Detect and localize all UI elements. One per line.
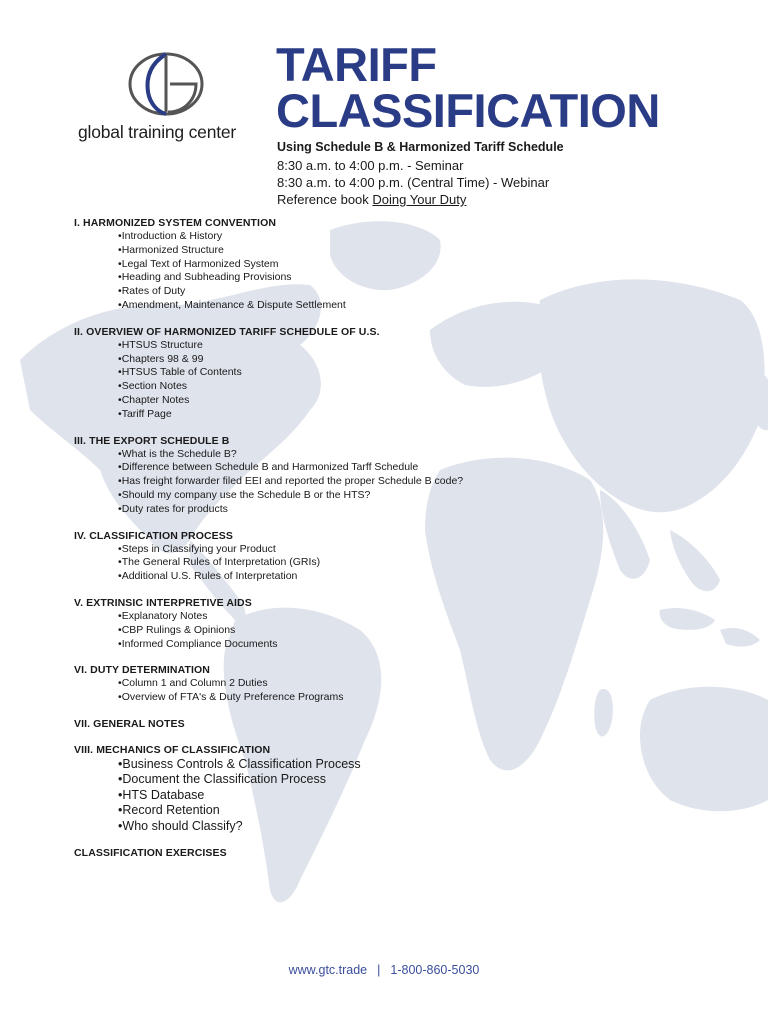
list-item: • Introduction & History: [74, 230, 714, 244]
globe-logo-icon: [126, 50, 206, 118]
list-item: • Chapter Notes: [74, 394, 714, 408]
list-item: • Record Retention: [74, 803, 714, 819]
list-item: • Has freight forwarder filed EEI and reported the proper Schedule B code?: [74, 475, 714, 489]
footer-contact: [0, 963, 768, 977]
course-outline: [74, 216, 714, 872]
list-item: • The General Rules of Interpretation (GRIs): [74, 556, 714, 570]
list-item: • Steps in Classifying your Product: [74, 543, 714, 557]
outline-section: [74, 717, 714, 731]
section-items: [74, 677, 714, 705]
footer-separator: |: [377, 963, 381, 977]
outline-section: [74, 846, 714, 860]
outline-section: [74, 743, 714, 835]
section-title: CLASSIFICATION EXERCISES: [74, 847, 227, 860]
list-item: • What is the Schedule B?: [74, 448, 714, 462]
reference-book-line: [277, 191, 564, 208]
list-item: • Amendment, Maintenance & Dispute Settlement: [74, 299, 714, 313]
logo-wordmark: global training center: [78, 122, 237, 142]
list-item: • Informed Compliance Documents: [74, 638, 714, 652]
section-title: III. THE EXPORT SCHEDULE B: [74, 434, 230, 447]
outline-section: [74, 216, 714, 313]
outline-section: [74, 434, 714, 517]
page-title: [276, 38, 660, 137]
section-items: [74, 757, 714, 835]
title-line-1: TARIFF: [276, 38, 437, 91]
section-items: [74, 230, 714, 313]
section-items: [74, 448, 714, 517]
course-subtitle: Using Schedule B & Harmonized Tariff Schedule: [277, 140, 564, 154]
list-item: • Duty rates for products: [74, 503, 714, 517]
list-item: • Harmonized Structure: [74, 244, 714, 258]
list-item: • Explanatory Notes: [74, 610, 714, 624]
list-item: • Who should Classify?: [74, 819, 714, 835]
reference-book-title: Doing Your Duty: [372, 192, 467, 207]
list-item: • Rates of Duty: [74, 285, 714, 299]
section-title: VI. DUTY DETERMINATION: [74, 664, 210, 677]
phone-number: 1-800-860-5030: [390, 963, 480, 977]
reference-prefix: Reference book: [277, 192, 373, 207]
list-item: • Tariff Page: [74, 408, 714, 422]
section-items: [74, 543, 714, 584]
section-title: VIII. MECHANICS OF CLASSIFICATION: [74, 743, 271, 756]
list-item: • Additional U.S. Rules of Interpretation: [74, 570, 714, 584]
title-line-2: CLASSIFICATION: [276, 84, 660, 137]
list-item: • Chapters 98 & 99: [74, 353, 714, 367]
section-items: [74, 610, 714, 651]
list-item: • Should my company use the Schedule B or the HTS?: [74, 489, 714, 503]
section-title: IV. CLASSIFICATION PROCESS: [74, 529, 233, 542]
list-item: • Section Notes: [74, 380, 714, 394]
website-link[interactable]: www.gtc.trade: [288, 963, 368, 977]
schedule-webinar: 8:30 a.m. to 4:00 p.m. (Central Time) - Webinar: [277, 175, 550, 190]
section-title: II. OVERVIEW OF HARMONIZED TARIFF SCHEDULE OF U.S.: [74, 325, 380, 338]
course-info: [277, 140, 564, 208]
list-item: • Overview of FTA's & Duty Preference Programs: [74, 691, 714, 705]
section-items: [74, 339, 714, 422]
outline-section: [74, 529, 714, 584]
list-item: • Difference between Schedule B and Harmonized Tarff Schedule: [74, 461, 714, 475]
section-title: I. HARMONIZED SYSTEM CONVENTION: [74, 217, 277, 229]
outline-section: [74, 663, 714, 705]
list-item: • Document the Classification Process: [74, 772, 714, 788]
list-item: • HTS Database: [74, 788, 714, 804]
list-item: • Business Controls & Classification Process: [74, 757, 714, 773]
section-title: VII. GENERAL NOTES: [74, 717, 185, 730]
list-item: • Heading and Subheading Provisions: [74, 271, 714, 285]
list-item: • Column 1 and Column 2 Duties: [74, 677, 714, 691]
list-item: • HTSUS Table of Contents: [74, 366, 714, 380]
section-title: V. EXTRINSIC INTERPRETIVE AIDS: [74, 596, 252, 609]
list-item: • Legal Text of Harmonized System: [74, 258, 714, 272]
gtc-logo: [78, 50, 268, 150]
list-item: • HTSUS Structure: [74, 339, 714, 353]
outline-section: [74, 325, 714, 422]
schedule-seminar: 8:30 a.m. to 4:00 p.m. - Seminar: [277, 158, 464, 173]
list-item: • CBP Rulings & Opinions: [74, 624, 714, 638]
outline-section: [74, 596, 714, 651]
